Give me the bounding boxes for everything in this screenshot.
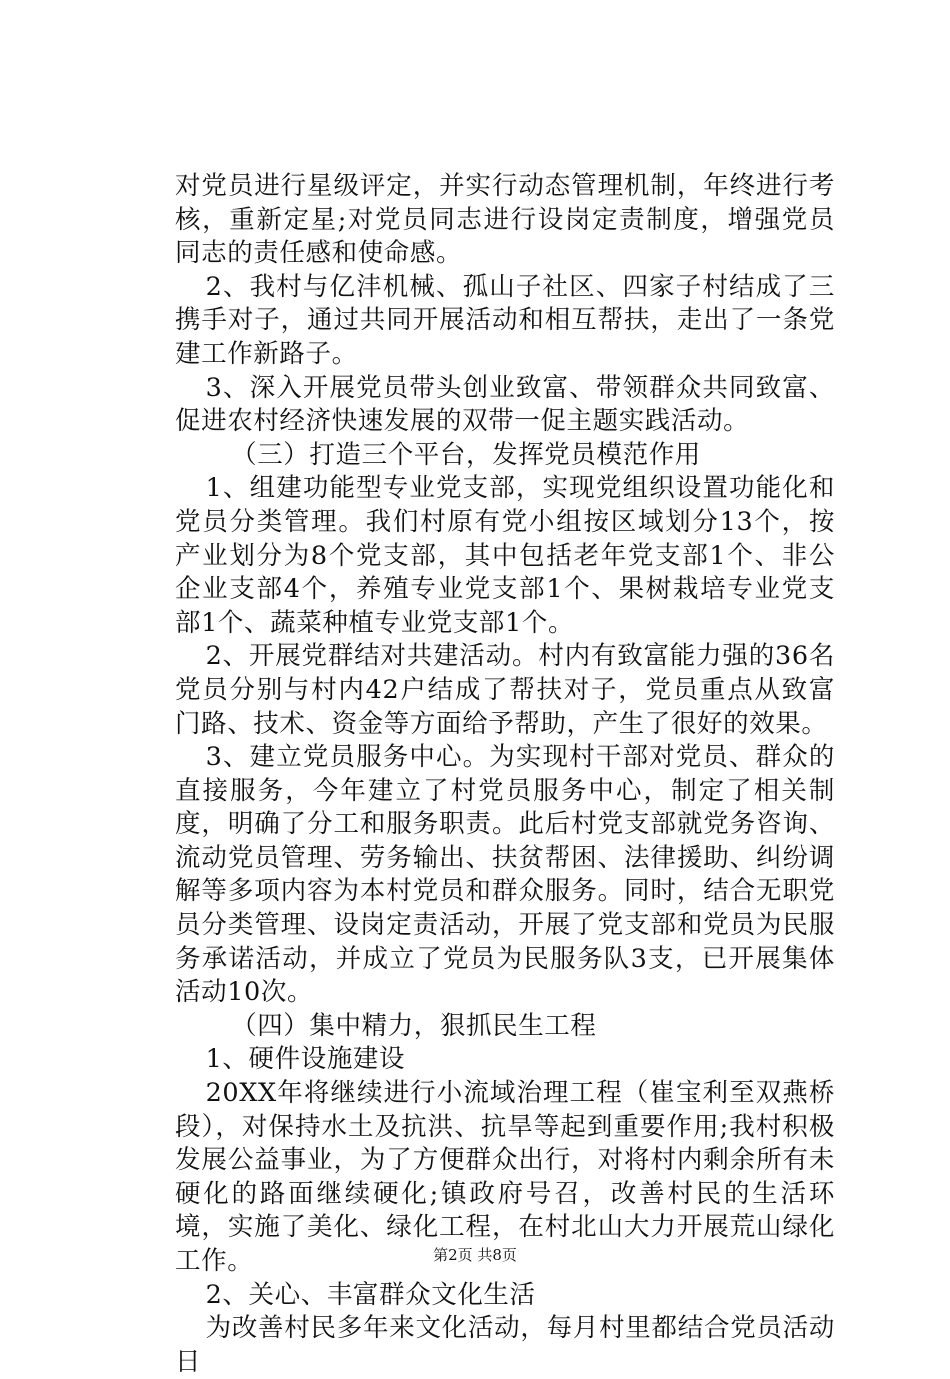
section-heading: （四）集中精力，狠抓民生工程	[231, 1010, 597, 1041]
paragraph: 2、开展党群结对共建活动。村内有致富能力强的36名党员分别与村内42户结成了帮扶对子，党员重点从致富门路、技术、资金等方面给予帮助，产生了很好的效果。	[175, 641, 835, 739]
document-body	[175, 170, 835, 1379]
paragraph: 2、我村与亿沣机械、孤山子社区、四家子村结成了三携手对子，通过共同开展活动和相互帮扶，走出了一条党建工作新路子。	[175, 271, 835, 369]
paragraph: 3、深入开展党员带头创业致富、带领群众共同致富、促进农村经济快速发展的双带一促主题实践活动。	[175, 372, 835, 437]
page-footer: 第2页 共8页	[433, 1246, 517, 1264]
paragraph: 为改善村民多年来文化活动，每月村里都结合党员活动日	[175, 1313, 835, 1377]
section-heading: （三）打造三个平台，发挥党员模范作用	[231, 439, 701, 470]
paragraph: 对党员进行星级评定，并实行动态管理机制，年终进行考核，重新定星;对党员同志进行设岗定责制度，增强党员同志的责任感和使命感。	[175, 171, 835, 269]
paragraph: 20XX年将继续进行小流域治理工程（崔宝利至双燕桥段），对保持水土及抗洪、抗旱等起到重要作用;我村积极发展公益事业，为了方便群众出行，对将村内剩余所有未硬化的路面继续硬化;镇政府号召，改善村民的生活环境，实施了美化、绿化工程，在村北山大力开展荒山绿化工作。	[175, 1078, 835, 1276]
paragraph: 3、建立党员服务中心。为实现村干部对党员、群众的直接服务，今年建立了村党员服务中心，制定了相关制度，明确了分工和服务职责。此后村党支部就党务咨询、流动党员管理、劳务输出、扶贫帮困、法律援助、纠纷调解等多项内容为本村党员和群众服务。同时，结合无职党员分类管理、设岗定责活动，开展了党支部和党员为民服务承诺活动，并成立了党员为民服务队3支，已开展集体活动10次。	[175, 742, 835, 1008]
paragraph: 1、组建功能型专业党支部，实现党组织设置功能化和党员分类管理。我们村原有党小组按区域划分13个，按产业划分为8个党支部，其中包括老年党支部1个、非公企业支部4个，养殖专业党支部1个、果树栽培专业党支部1个、蔬菜种植专业党支部1个。	[175, 473, 835, 638]
paragraph: 2、关心、丰富群众文化生活	[205, 1279, 536, 1310]
paragraph: 1、硬件设施建设	[205, 1044, 406, 1075]
